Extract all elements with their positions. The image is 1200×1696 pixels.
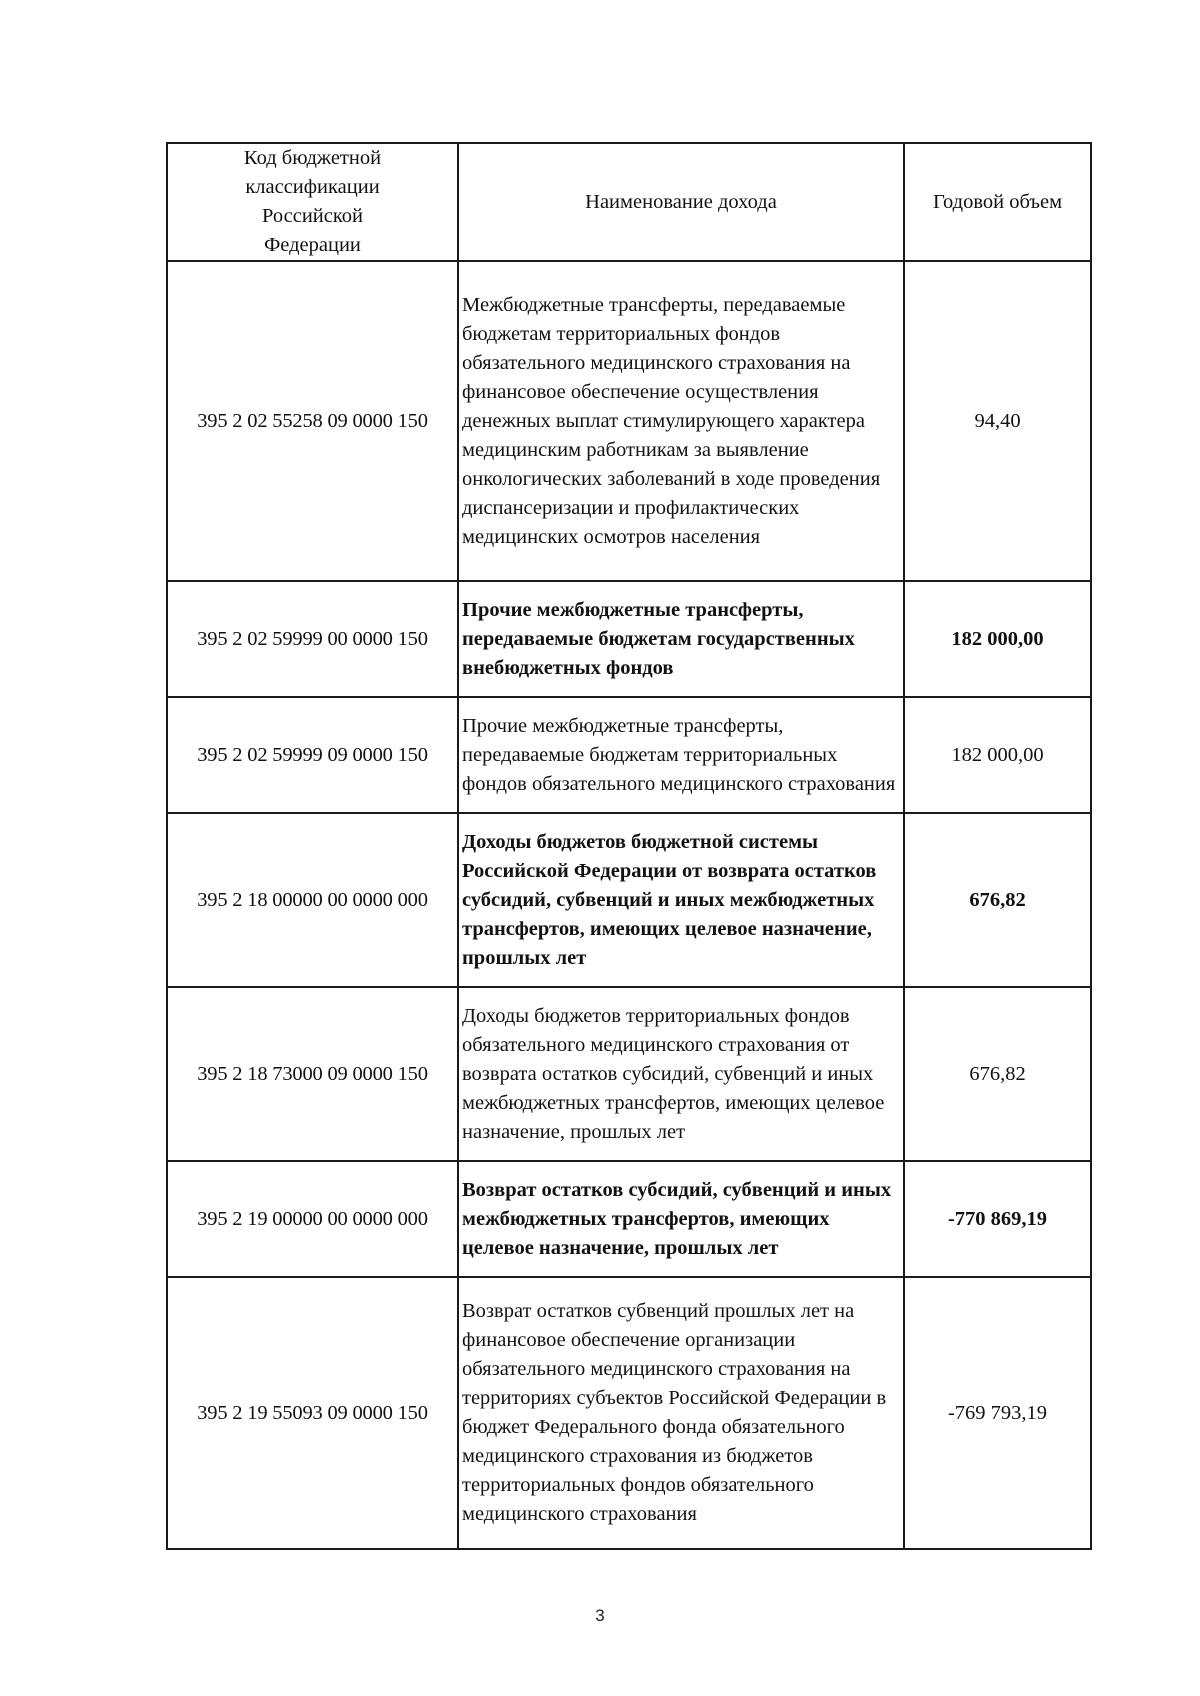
row-code: 395 2 02 59999 09 0000 150 — [167, 697, 458, 813]
table-row — [167, 813, 1091, 987]
page-number: 3 — [595, 1606, 605, 1625]
table-row — [167, 581, 1091, 697]
table-body — [167, 261, 1091, 1549]
row-amount: -770 869,19 — [904, 1161, 1091, 1277]
row-code: 395 2 18 73000 09 0000 150 — [167, 987, 458, 1161]
row-code: 395 2 02 59999 00 0000 150 — [167, 581, 458, 697]
row-amount: 182 000,00 — [904, 697, 1091, 813]
income-table — [166, 142, 1092, 1550]
row-amount: 676,82 — [904, 813, 1091, 987]
table-row — [167, 697, 1091, 813]
header-row — [167, 143, 1091, 261]
row-code: 395 2 02 55258 09 0000 150 — [167, 261, 458, 581]
table-header — [167, 143, 1091, 261]
header-code: Код бюджетной классификации Российской Федерации — [167, 143, 458, 261]
row-name: Прочие межбюджетные трансферты, передаваемые бюджетам государственных внебюджетных фондов — [458, 581, 904, 697]
row-name: Доходы бюджетов территориальных фондов обязательного медицинского страхования от возврата остатков субсидий, субвенций и иных межбюджетных трансфертов, имеющих целевое назначение, прошлых лет — [458, 987, 904, 1161]
row-amount: -769 793,19 — [904, 1277, 1091, 1549]
row-name: Возврат остатков субвенций прошлых лет на финансовое обеспечение организации обязательного медицинского страхования на территориях субъектов Российской Федерации в бюджет Федерального фонда обязательного медицинского страхования из бюджетов территориальных фондов обязательного медицинского страхования — [458, 1277, 904, 1549]
row-amount: 182 000,00 — [904, 581, 1091, 697]
row-name: Прочие межбюджетные трансферты, передаваемые бюджетам территориальных фондов обязательного медицинского страхования — [458, 697, 904, 813]
row-amount: 94,40 — [904, 261, 1091, 581]
table-row — [167, 1277, 1091, 1549]
row-code: 395 2 19 55093 09 0000 150 — [167, 1277, 458, 1549]
row-amount: 676,82 — [904, 987, 1091, 1161]
row-name: Возврат остатков субсидий, субвенций и иных межбюджетных трансфертов, имеющих целевое назначение, прошлых лет — [458, 1161, 904, 1277]
table-row — [167, 261, 1091, 581]
row-code: 395 2 18 00000 00 0000 000 — [167, 813, 458, 987]
row-name: Доходы бюджетов бюджетной системы Российской Федерации от возврата остатков субсидий, субвенций и иных межбюджетных трансфертов, имеющих целевое назначение, прошлых лет — [458, 813, 904, 987]
table-row — [167, 987, 1091, 1161]
row-code: 395 2 19 00000 00 0000 000 — [167, 1161, 458, 1277]
header-amount: Годовой объем — [904, 143, 1091, 261]
header-name: Наименование дохода — [458, 143, 904, 261]
table-row — [167, 1161, 1091, 1277]
row-name: Межбюджетные трансферты, передаваемые бюджетам территориальных фондов обязательного медицинского страхования на финансовое обеспечение осуществления денежных выплат стимулирующего характера медицинским работникам за выявление онкологических заболеваний в ходе проведения диспансеризации и профилактических медицинских осмотров населения — [458, 261, 904, 581]
